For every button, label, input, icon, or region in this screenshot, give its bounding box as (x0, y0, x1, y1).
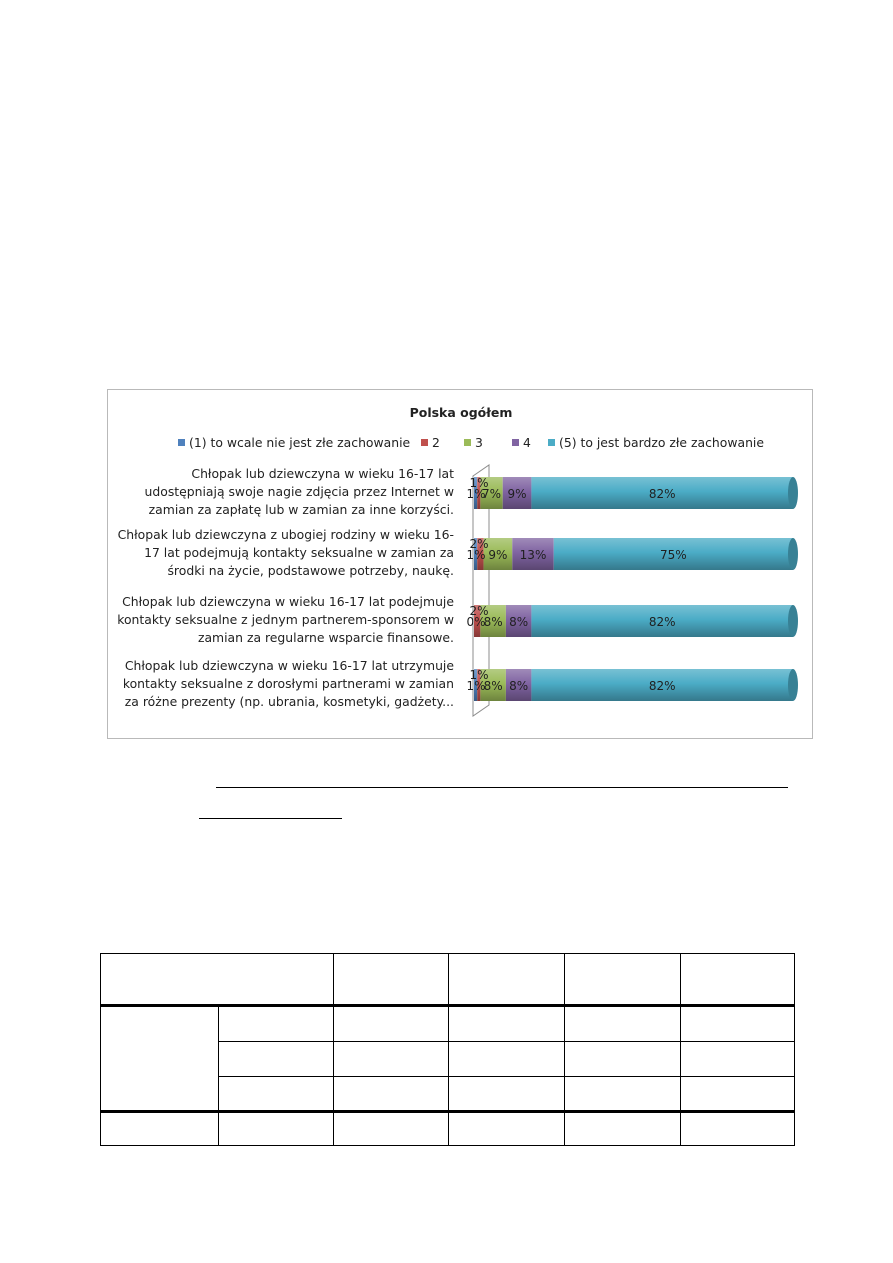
table-cell (449, 1006, 565, 1042)
data-label: 0% (466, 615, 486, 629)
category-label: Chłopak lub dziewczyna w wieku 16-17 lat podejmuje kontakty seksualne z jednym partnerem-sponsorem w zamian za regularne wsparcie finansowe. (117, 594, 454, 645)
table-cell (565, 1006, 681, 1042)
bar-end-cap (788, 605, 798, 637)
table-cell (449, 1076, 565, 1111)
table-cell (219, 1111, 334, 1145)
table-row (101, 1006, 795, 1042)
table-cell (681, 1042, 795, 1076)
table-row (101, 1111, 795, 1145)
data-label: 1% (469, 668, 489, 682)
table-cell (565, 1042, 681, 1076)
table-cell (681, 1006, 795, 1042)
table-cell (449, 1042, 565, 1076)
text-underline-long (216, 787, 788, 788)
data-label: 8% (483, 615, 503, 629)
data-label: 7% (482, 487, 502, 501)
legend-label: 3 (475, 435, 483, 450)
legend-swatch (512, 439, 519, 446)
bar-group (466, 476, 798, 701)
legend-swatch (178, 439, 185, 446)
table-cell (334, 1076, 449, 1111)
data-label: 2% (469, 537, 489, 551)
table-cell (565, 954, 681, 1006)
category-label: Chłopak lub dziewczyna w wieku 16-17 lat utrzymuje kontakty seksualne z dorosłymi partnerami w zamian za różne prezenty (np. ubrania, kosmetyki, gadżety... (122, 658, 454, 709)
legend-swatch (464, 439, 471, 446)
data-label: 1% (469, 476, 489, 490)
legend-swatch (548, 439, 555, 446)
stacked-bar-chart (108, 390, 814, 740)
chart-legend (178, 435, 764, 450)
table-cell (334, 1042, 449, 1076)
table-cell (334, 954, 449, 1006)
data-label: 8% (483, 679, 503, 693)
table-cell (565, 1076, 681, 1111)
category-label: Chłopak lub dziewczyna z ubogiej rodziny w wieku 16-17 lat podejmują kontakty seksualne w zamian za środki na życie, podstawowe potrzeby, naukę. (117, 527, 454, 578)
data-label: 1% (466, 487, 486, 501)
table-cell (334, 1006, 449, 1042)
category-label: Chłopak lub dziewczyna w wieku 16-17 lat udostępniają swoje nagie zdjęcia przez Internet w zamian za zapłatę lub w zamian za inne korzyści. (144, 466, 454, 517)
legend-label: (5) to jest bardzo złe zachowanie (559, 435, 764, 450)
data-label: 82% (648, 615, 676, 629)
table-cell (681, 1111, 795, 1145)
data-label: 75% (660, 548, 687, 562)
table-cell (219, 1076, 334, 1111)
bar-end-cap (788, 477, 798, 509)
table-cell (565, 1111, 681, 1145)
table-cell (101, 954, 334, 1006)
data-label: 9% (488, 548, 508, 562)
legend-label: 4 (523, 435, 531, 450)
data-label: 13% (519, 548, 547, 562)
data-label: 8% (509, 679, 529, 693)
legend-label: 2 (432, 435, 440, 450)
chart-frame (107, 389, 813, 739)
data-label: 1% (466, 548, 486, 562)
table-header-row (101, 954, 795, 1006)
table-cell (681, 954, 795, 1006)
empty-table (100, 953, 795, 1146)
data-label: 8% (509, 615, 529, 629)
legend-label: (1) to wcale nie jest złe zachowanie (189, 435, 411, 450)
bar-end-cap (788, 669, 798, 701)
data-label: 1% (466, 679, 486, 693)
table-cell (219, 1042, 334, 1076)
table-cell (449, 954, 565, 1006)
data-label: 9% (507, 487, 527, 501)
category-labels (117, 466, 454, 709)
table-cell (334, 1111, 449, 1145)
table-cell (449, 1111, 565, 1145)
table-cell (101, 1111, 219, 1145)
text-underline-short (199, 818, 342, 819)
table-cell (681, 1076, 795, 1111)
table-cell (101, 1006, 219, 1112)
data-label: 2% (469, 604, 489, 618)
table-cell (219, 1006, 334, 1042)
data-label: 82% (648, 679, 676, 693)
bar-end-cap (788, 538, 798, 570)
legend-swatch (421, 439, 428, 446)
data-label: 82% (648, 487, 676, 501)
chart-title: Polska ogółem (409, 405, 513, 420)
